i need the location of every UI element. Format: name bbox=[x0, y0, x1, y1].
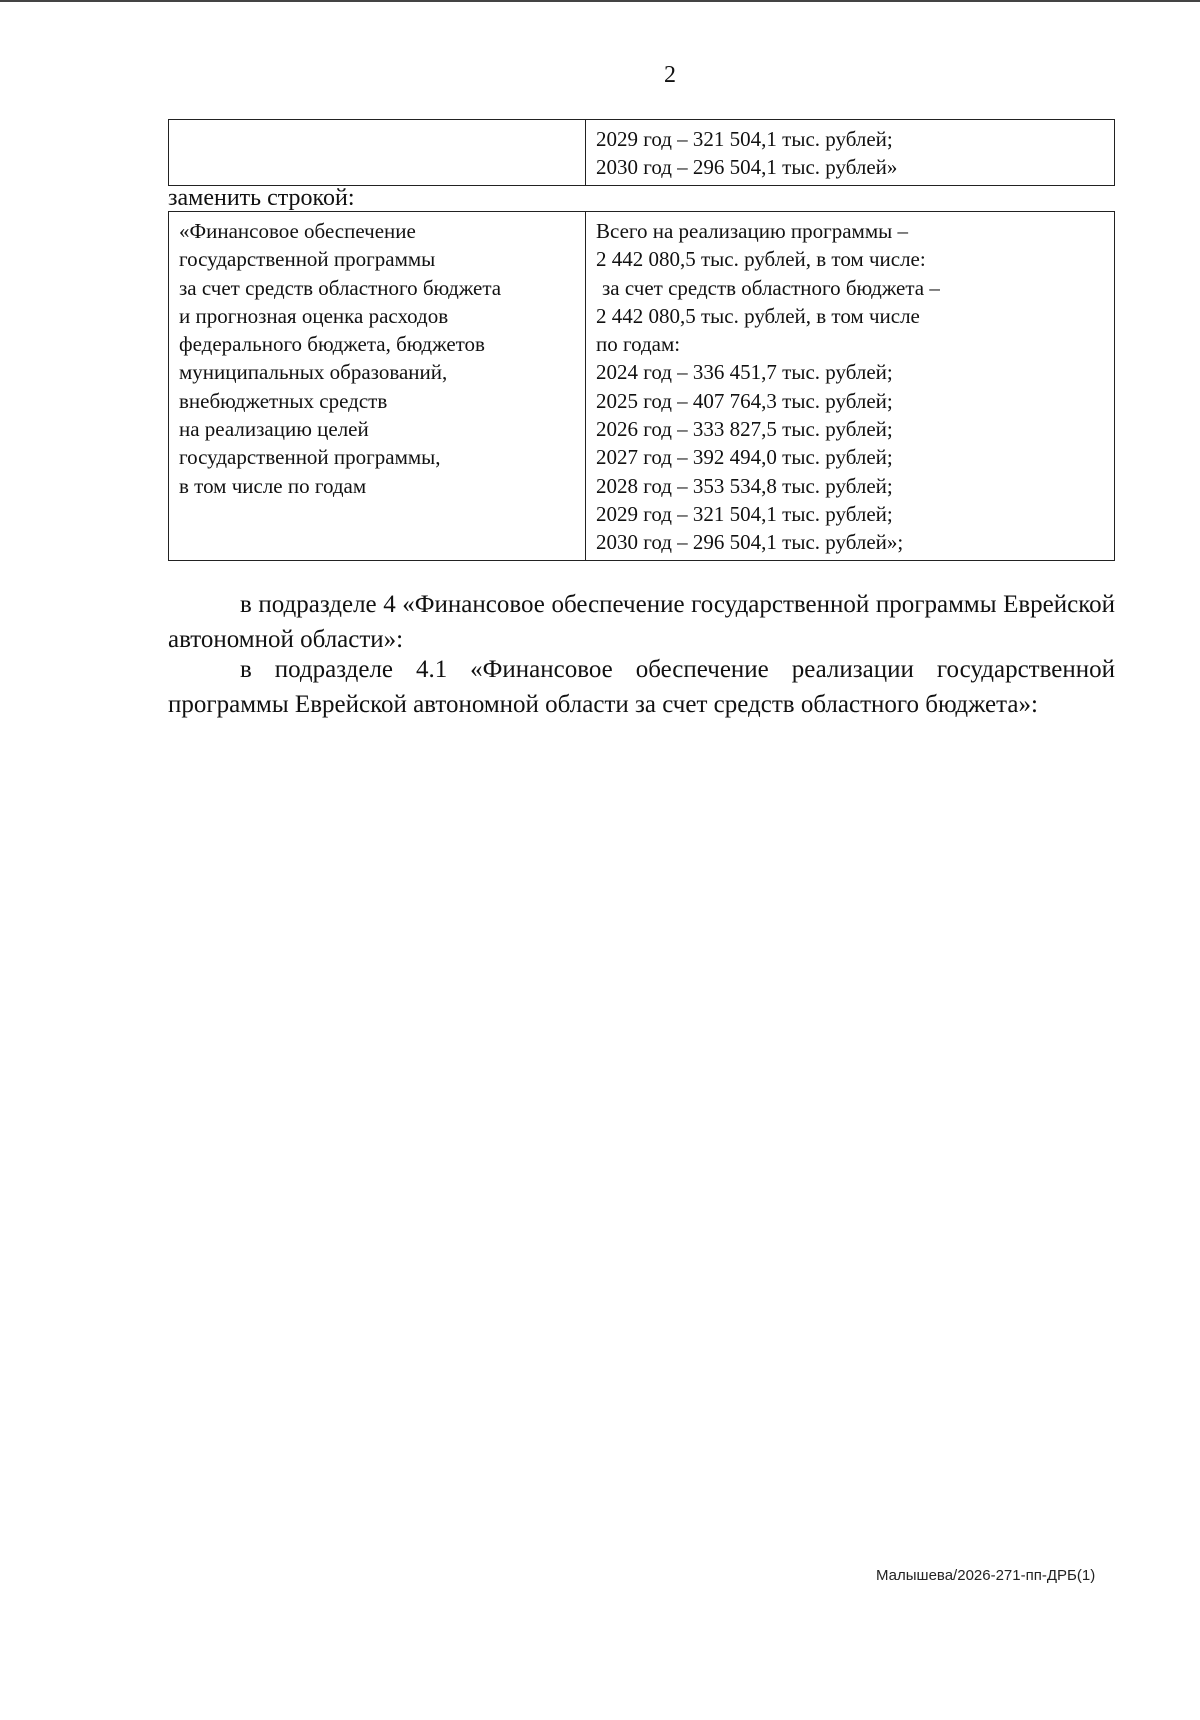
table-cell-right bbox=[586, 120, 1115, 186]
table-line: федерального бюджета, бюджетов bbox=[179, 332, 485, 357]
table-line: 2029 год – 321 504,1 тыс. рублей; bbox=[596, 501, 893, 526]
scan-top-edge bbox=[0, 0, 1200, 2]
table-line: за счет средств областного бюджета – bbox=[602, 275, 940, 300]
table-line: государственной программы, bbox=[179, 445, 441, 470]
table-line: 2025 год – 407 764,3 тыс. рублей; bbox=[596, 388, 893, 413]
table-line: 2 442 080,5 тыс. рублей, в том числе bbox=[596, 303, 920, 328]
table-line: «Финансовое обеспечение bbox=[179, 219, 416, 243]
table-line: 2026 год – 333 827,5 тыс. рублей; bbox=[596, 417, 893, 442]
table-line: Всего на реализацию программы – bbox=[596, 219, 908, 243]
table-line: 2029 год – 321 504,1 тыс. рублей; bbox=[596, 127, 893, 151]
table-line: 2028 год – 353 534,8 тыс. рублей; bbox=[596, 473, 893, 498]
replace-label: заменить строкой: bbox=[168, 185, 355, 211]
continued-table bbox=[168, 119, 1115, 186]
table-line: по годам: bbox=[596, 332, 681, 357]
page-number: 2 bbox=[664, 62, 676, 88]
paragraph-text: в подразделе 4 «Финансовое обеспечение государственной программы Еврейской автономной области»: bbox=[168, 591, 1115, 653]
table-line: 2030 год – 296 504,1 тыс. рублей» bbox=[596, 155, 898, 180]
table-line: и прогнозная оценка расходов bbox=[179, 303, 449, 328]
table-cell-left bbox=[169, 120, 586, 186]
table-line: за счет средств областного бюджета bbox=[179, 275, 502, 300]
table-line: 2027 год – 392 494,0 тыс. рублей; bbox=[596, 445, 893, 470]
table-line: в том числе по годам bbox=[179, 473, 367, 498]
body-paragraph bbox=[168, 587, 1115, 657]
body-paragraph bbox=[168, 652, 1115, 722]
table-cell-right bbox=[586, 212, 1115, 561]
table-line: 2030 год – 296 504,1 тыс. рублей»; bbox=[596, 530, 904, 555]
table-line: муниципальных образований, bbox=[179, 360, 448, 385]
paragraph-text: в подразделе 4.1 «Финансовое обеспечение реализации государственной программы Еврейской автономной области за счет средств областного бюджета»: bbox=[168, 656, 1115, 718]
table-line: 2 442 080,5 тыс. рублей, в том числе: bbox=[596, 247, 926, 272]
table-line: внебюджетных средств bbox=[179, 388, 388, 413]
document-code: Малышева/2026-271-пп-ДРБ(1) bbox=[876, 1567, 1096, 1584]
table-line: 2024 год – 336 451,7 тыс. рублей; bbox=[596, 360, 893, 385]
table-row bbox=[169, 212, 1115, 561]
table-cell-left bbox=[169, 212, 586, 561]
table-line: государственной программы bbox=[179, 247, 436, 272]
replacement-table bbox=[168, 211, 1115, 561]
table-line: на реализацию целей bbox=[179, 417, 369, 442]
table-row bbox=[169, 120, 1115, 186]
